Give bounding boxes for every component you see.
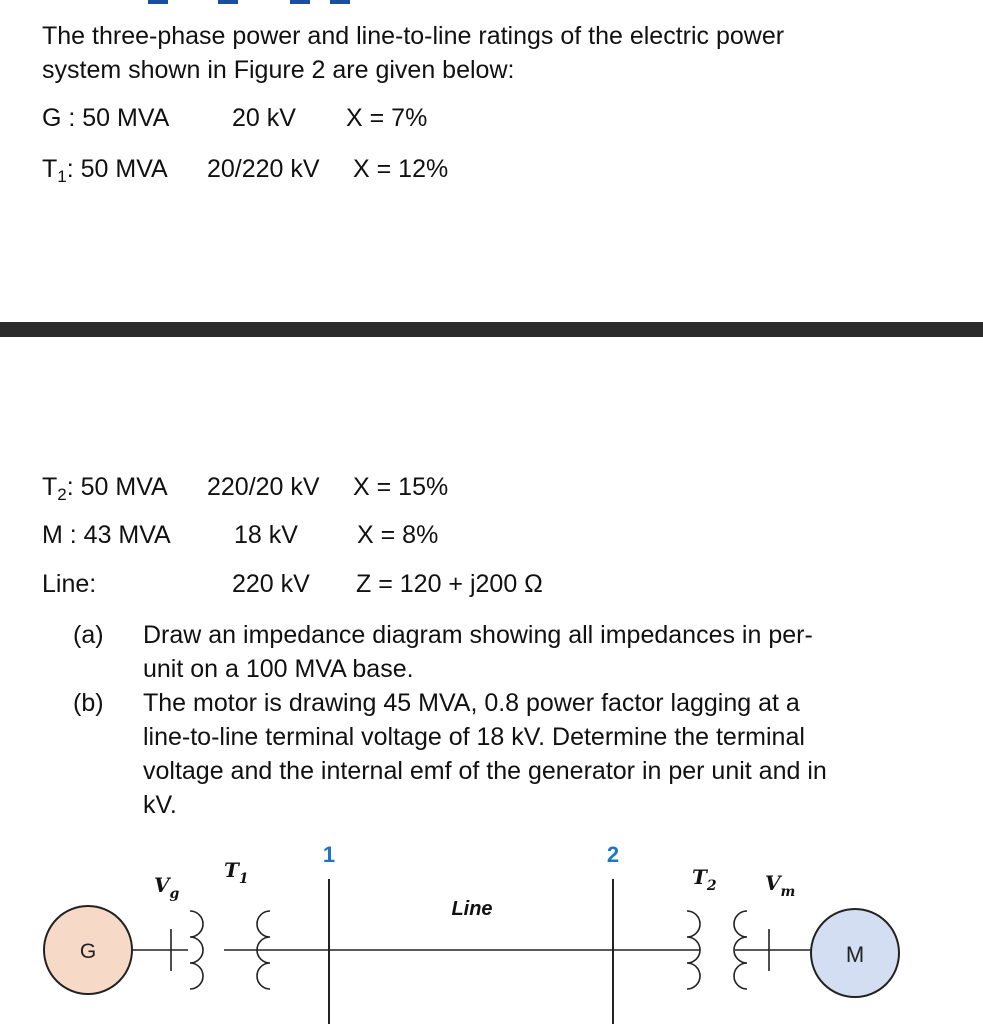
m-rating-voltage: 18 kV	[234, 521, 298, 549]
t2-diagram-label: $T_2$	[692, 865, 717, 894]
line-rating-voltage: 220 kV	[232, 570, 310, 598]
question-b-line-2: line-to-line terminal voltage of 18 kV. Determine the terminal	[143, 723, 805, 751]
question-a-line-1: Draw an impedance diagram showing all impedances in per-	[143, 621, 813, 649]
t1-diagram-label: $T_1$	[224, 858, 249, 887]
line-rating-impedance: Z = 120 + j200 Ω	[356, 570, 543, 598]
bus-2-label: 2	[606, 842, 620, 867]
header-strip	[0, 0, 983, 4]
generator-label: G	[79, 940, 97, 963]
t1-rating-label: $T_1$: 50 MVA	[42, 155, 168, 186]
line-label: Line	[451, 898, 493, 920]
page-divider	[0, 322, 983, 337]
intro-line-2: system shown in Figure 2 are given below:	[42, 56, 515, 84]
t1-rating-reactance: X = 12%	[353, 155, 449, 183]
intro-line-1: The three-phase power and line-to-line ratings of the electric power	[42, 22, 785, 50]
one-line-diagram	[0, 835, 983, 1024]
question-b-text	[143, 686, 913, 822]
t1-primary-winding	[190, 911, 203, 989]
vg-label: $V_g$	[154, 873, 180, 902]
g-rating-label: G : 50 MVA	[42, 104, 170, 132]
line-rating-label: Line:	[42, 570, 97, 598]
t2-rating-label: $T_2$: 50 MVA	[42, 473, 168, 504]
motor-label: M	[845, 942, 865, 967]
t2-rating-voltage: 220/20 kV	[207, 473, 320, 501]
question-b-line-4: kV.	[143, 791, 177, 819]
question-b-line-3: voltage and the internal emf of the generator in per unit and in	[143, 757, 827, 785]
question-a-line-2: unit on a 100 MVA base.	[143, 655, 414, 683]
vm-label: $V_m$	[765, 871, 796, 900]
g-rating-voltage: 20 kV	[232, 104, 296, 132]
question-a-marker: (a)	[73, 621, 104, 649]
bus-1-label: 1	[322, 842, 336, 867]
intro-paragraph	[42, 19, 912, 87]
question-a-text	[143, 618, 913, 686]
m-rating-label: M : 43 MVA	[42, 521, 171, 549]
t1-rating-voltage: 20/220 kV	[207, 155, 320, 183]
g-rating-reactance: X = 7%	[346, 104, 428, 132]
question-b-marker: (b)	[73, 689, 104, 717]
t2-rating-reactance: X = 15%	[353, 473, 449, 501]
question-b-line-1: The motor is drawing 45 MVA, 0.8 power factor lagging at a	[143, 689, 800, 717]
m-rating-reactance: X = 8%	[357, 521, 439, 549]
